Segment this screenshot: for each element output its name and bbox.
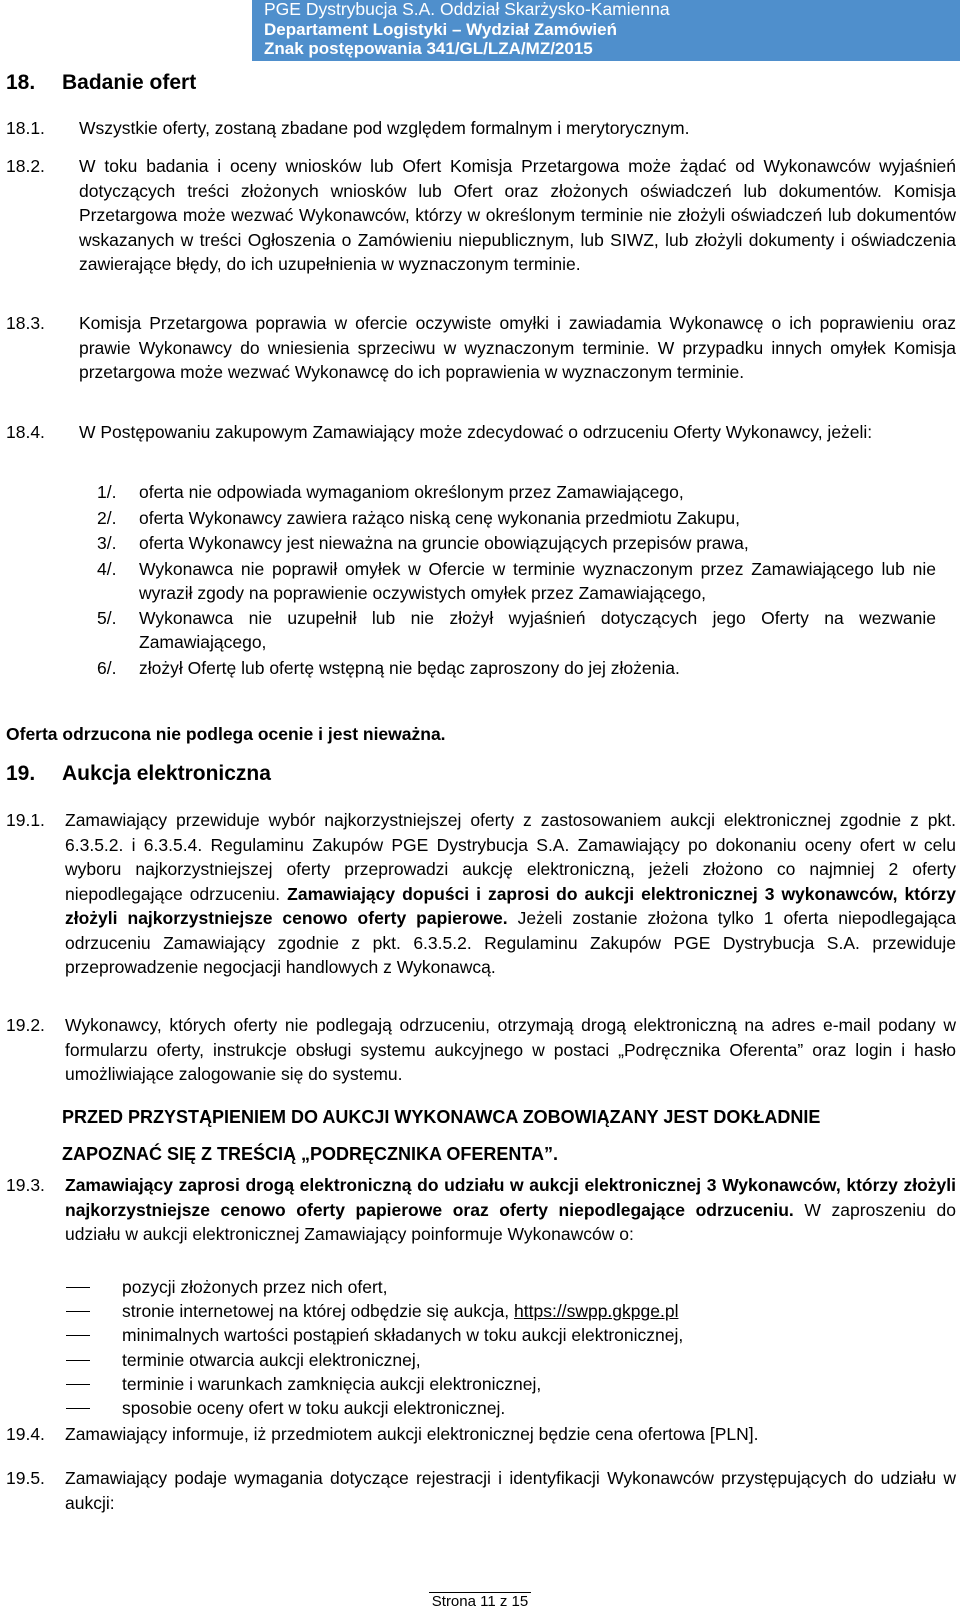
- header-company: PGE Dystrybucja S.A. Oddział Skarżysko-Kamienna: [264, 0, 670, 19]
- rejection-list: [97, 480, 936, 681]
- list-item-text: Wykonawca nie uzupełnił lub nie złożył wyjaśnień dotyczących jego Oferty na wezwanie Zamawiającego,: [139, 608, 936, 652]
- list-item: [66, 1372, 940, 1396]
- list-item: [97, 557, 936, 605]
- list-item-text: oferta Wykonawcy jest nieważna na gruncie obowiązujących przepisów prawa,: [139, 533, 749, 553]
- list-item: [66, 1299, 940, 1323]
- paragraph-text: Zamawiający przewiduje wybór najkorzystniejszej oferty z zastosowaniem aukcji elektronicznej zgodnie z pkt. 6.3.5.2. i 6.3.5.4. Regulaminu Zakupów PGE Dystrybucja S.A. Zamawiający po dokonaniu oceny ofert w celu wyboru najkorzystniejszej oferty przeprowadzi aukcję elektroniczną, jeżeli złożono co najmniej 2 oferty niepodlegające odrzuceniu.: [65, 810, 956, 904]
- paragraph-number: 19.5.: [6, 1468, 45, 1488]
- list-item: [97, 606, 936, 654]
- paragraph-text: Wszystkie oferty, zostaną zbadane pod względem formalnym i merytorycznym.: [79, 118, 690, 138]
- list-item: [66, 1348, 940, 1372]
- dash-bullet-icon: [66, 1335, 90, 1336]
- list-item-text: oferta nie odpowiada wymaganiom określonym przez Zamawiającego,: [139, 482, 684, 502]
- page-header: [264, 0, 704, 59]
- list-item-number: 1/.: [97, 482, 117, 502]
- list-item-text: stronie internetowej na której odbędzie się aukcja,: [122, 1301, 515, 1322]
- list-item-text: złożył Ofertę lub ofertę wstępną nie będąc zaproszony do jej złożenia.: [139, 657, 680, 678]
- dash-bullet-icon: [66, 1287, 90, 1288]
- section-18-heading: [6, 71, 196, 95]
- list-item: [66, 1275, 940, 1299]
- list-item: [66, 1323, 940, 1347]
- paragraph-19-4: [6, 1422, 956, 1447]
- paragraph-19-3: [6, 1173, 956, 1247]
- list-item-number: 4/.: [97, 558, 117, 579]
- list-item-text: pozycji złożonych przez nich ofert,: [122, 1277, 388, 1297]
- list-item-number: 2/.: [97, 507, 117, 528]
- paragraph-text: Jeżeli zostanie złożona tylko 1 oferta niepodlegająca odrzuceniu Zamawiający zgodnie z pkt. 6.3.5.2. Regulaminu Zakupów PGE Dystrybucja S.A. przewiduje przeprowadzenie negocjacji handlowych z Wykonawcą.: [65, 908, 956, 977]
- page-footer: [0, 1593, 960, 1610]
- paragraph-18-3: [6, 311, 956, 385]
- paragraph-19-2: [6, 1013, 956, 1087]
- paragraph-number: 18.1.: [6, 118, 45, 138]
- page-number: Strona 11 z 15: [429, 1592, 531, 1610]
- list-item-text: terminie otwarcia aukcji elektronicznej,: [122, 1349, 421, 1370]
- header-reference: Znak postępowania 341/GL/LZA/MZ/2015: [264, 39, 593, 58]
- section-19-heading: [6, 762, 271, 786]
- paragraph-number: 19.4.: [6, 1424, 45, 1444]
- list-item-text: oferta Wykonawcy zawiera rażąco niską cenę wykonania przedmiotu Zakupu,: [139, 507, 740, 528]
- list-item-number: 6/.: [97, 657, 117, 678]
- paragraph-number: 18.2.: [6, 156, 45, 176]
- list-item-number: 3/.: [97, 533, 117, 553]
- paragraph-text: Zamawiający podaje wymagania dotyczące rejestracji i identyfikacji Wykonawców przystępujących do udziału w aukcji:: [65, 1468, 956, 1513]
- paragraph-18-4: [6, 420, 956, 445]
- section-18-title: Badanie ofert: [62, 71, 197, 94]
- section-18-number: 18.: [6, 71, 36, 94]
- invitation-info-list: [66, 1275, 940, 1420]
- header-department: Departament Logistyki – Wydział Zamówień: [264, 19, 617, 39]
- dash-bullet-icon: [66, 1360, 90, 1361]
- paragraph-text: W zaproszeniu do udziału w aukcji elektronicznej Zamawiający poinformuje Wykonawców o:: [65, 1199, 956, 1244]
- list-item-text: minimalnych wartości postąpień składanych w toku aukcji elektronicznej,: [122, 1325, 684, 1346]
- paragraph-18-2: [6, 154, 956, 277]
- list-item: [97, 656, 936, 680]
- auction-notice-line-2: ZAPOZNAĆ SIĘ Z TREŚCIĄ „PODRĘCZNIKA OFERENTA”.: [62, 1144, 559, 1164]
- paragraph-number: 19.2.: [6, 1015, 45, 1035]
- paragraph-text: Zamawiający informuje, iż przedmiotem aukcji elektronicznej będzie cena ofertowa [PLN].: [65, 1424, 759, 1444]
- paragraph-19-1: [6, 808, 956, 980]
- list-item: [66, 1396, 940, 1420]
- paragraph-18-1: [6, 116, 956, 141]
- paragraph-text: Wykonawcy, których oferty nie podlegają odrzuceniu, otrzymają drogą elektroniczną na adres e-mail podany w formularzu oferty, instrukcje obsługi systemu aukcyjnego w postaci „Podręcznika Oferenta” oraz login i hasło umożliwiające zalogowanie się do systemu.: [65, 1015, 956, 1084]
- list-item-number: 5/.: [97, 608, 117, 628]
- auction-notice-line-1: PRZED PRZYSTĄPIENIEM DO AUKCJI WYKONAWCA ZOBOWIĄZANY JEST DOKŁADNIE: [62, 1107, 821, 1127]
- list-item: [97, 531, 936, 555]
- dash-bullet-icon: [66, 1408, 90, 1409]
- paragraph-bold-text: Zamawiający dopuści i zaprosi do aukcji elektronicznej 3 wykonawców, którzy złożyli najkorzystniejsze cenowo oferty papierowe.: [65, 883, 956, 928]
- paragraph-number: 18.4.: [6, 422, 45, 442]
- paragraph-text: W Postępowaniu zakupowym Zamawiający może zdecydować o odrzuceniu Oferty Wykonawcy, jeżeli:: [79, 422, 873, 442]
- paragraph-text: W toku badania i oceny wniosków lub Ofert Komisja Przetargowa może żądać od Wykonawców wyjaśnień dotyczących treści złożonych wniosków lub Ofert oraz złożonych oświadczeń lub dokumentów. Komisja Przetargowa może wezwać Wykonawców, którzy w określonym terminie nie złożyli oświadczeń lub dokumentów wskazanych w treści Ogłoszenia o Zamówieniu niepublicznym, lub SIWZ, lub złożyli dokumenty i oświadczenia zawierające błędy, do ich uzupełnienia w wyznaczonym terminie.: [79, 156, 956, 274]
- paragraph-number: 18.3.: [6, 313, 45, 333]
- list-item: [97, 480, 936, 504]
- list-item-text: sposobie oceny ofert w toku aukcji elektronicznej.: [122, 1398, 506, 1419]
- section-19-title: Aukcja elektroniczna: [62, 762, 271, 785]
- list-item-text: Wykonawca nie poprawił omyłek w Ofercie w terminie wyznaczonym przez Zamawiającego lub nie wyraził zgody na poprawienie oczywistych omyłek przez Zamawiającego,: [139, 558, 936, 603]
- dash-bullet-icon: [66, 1311, 90, 1312]
- paragraph-bold-text: Zamawiający zaprosi drogą elektroniczną do udziału w aukcji elektronicznej 3 Wykonawców, którzy złożyli najkorzystniejsze cenowo oferty papierowe oraz oferty niepodlegające odrzuceniu.: [65, 1175, 956, 1220]
- rejection-conclusion: Oferta odrzucona nie podlega ocenie i jest nieważna.: [6, 724, 446, 744]
- section-19-number: 19.: [6, 762, 36, 785]
- paragraph-number: 19.3.: [6, 1175, 45, 1195]
- list-item: [97, 506, 936, 530]
- dash-bullet-icon: [66, 1384, 90, 1385]
- auction-site-link[interactable]: https://swpp.gkpge.pl: [514, 1301, 679, 1322]
- paragraph-text: Komisja Przetargowa poprawia w ofercie oczywiste omyłki i zawiadamia Wykonawcę o ich poprawieniu oraz prawie Wykonawcy do wniesienia sprzeciwu w wyznaczonym terminie. W przypadku innych omyłek Komisja przetargowa może wezwać Wykonawcę do ich poprawienia w wyznaczonym terminie.: [79, 313, 956, 382]
- list-item-text: terminie i warunkach zamknięcia aukcji elektronicznej,: [122, 1373, 542, 1394]
- paragraph-19-5: [6, 1466, 956, 1515]
- paragraph-number: 19.1.: [6, 810, 45, 830]
